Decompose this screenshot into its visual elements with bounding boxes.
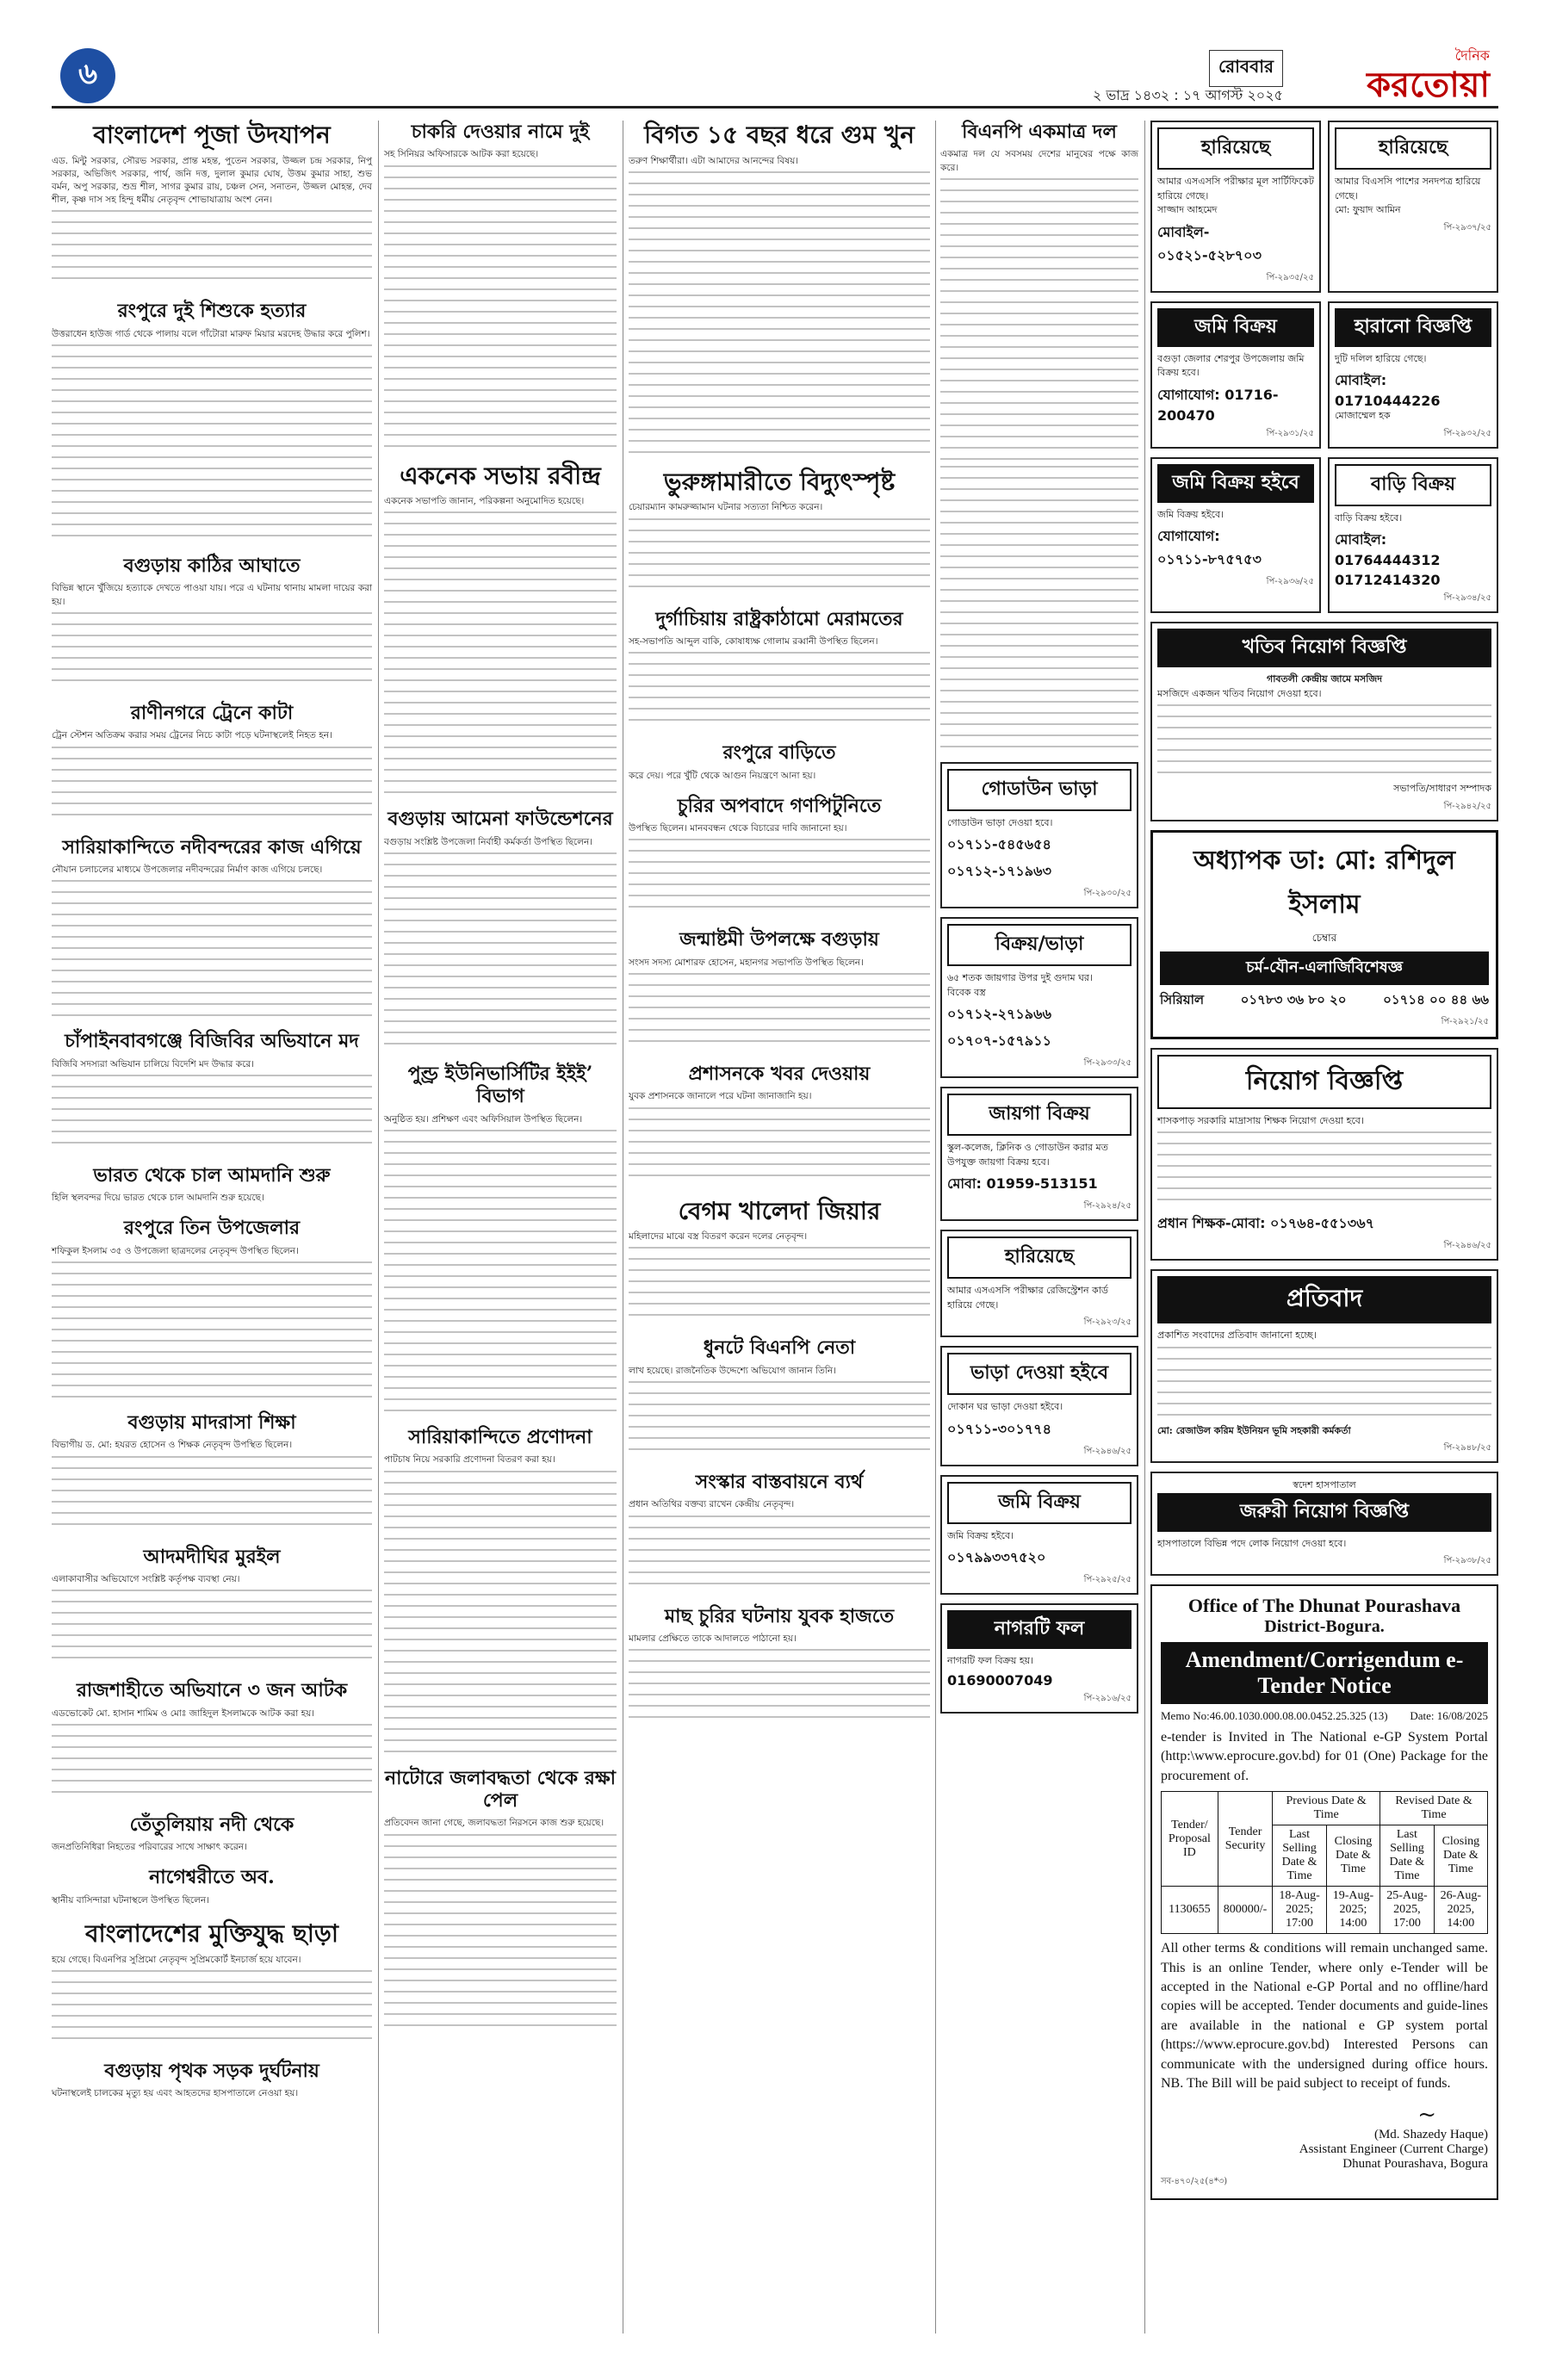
- article-headline: সংস্কার বাস্তবায়নে ব্যর্থ: [695, 1471, 864, 1494]
- article-body: সংসদ সদস্য মোশারফ হোসেন, মহানগর সভাপতি উপস্থিত ছিলেন।: [629, 957, 864, 968]
- article-body: জনপ্রতিনিধিরা নিহতের পরিবারের সাথে সাক্ষাৎ করেন।: [52, 1842, 247, 1853]
- ad-ref: পি-২৯৪২/২৫: [1443, 801, 1491, 811]
- article: [52, 1919, 372, 2048]
- article-headline: বিএনপি একমাত্র দল: [962, 121, 1117, 143]
- article-headline: চুরির অপবাদে গণপিটুনিতে: [677, 794, 882, 817]
- article-text: [52, 1590, 372, 1667]
- article-body: উত্তরাধেন হাউজ গার্ড থেকে পালায় বলে গাঁটোরা মারুফ মিয়ার মরদেহ উদ্ধার করে পুলিশ।: [52, 328, 370, 339]
- logo-small: দৈনিক: [1454, 47, 1490, 64]
- article: [629, 1197, 930, 1325]
- ad-text: আমার এসএসসি পরীক্ষার রেজিস্ট্রেশন কার্ড হারিয়ে গেছে।: [947, 1285, 1108, 1311]
- article-text: [629, 1515, 930, 1593]
- article: [52, 1813, 372, 1855]
- article-text: [629, 652, 930, 729]
- article-text: [629, 171, 930, 456]
- table-cell: 19-Aug-2025; 14:00: [1326, 1887, 1380, 1934]
- article-headline: বিগত ১৫ বছর ধরে গুম খুন: [644, 121, 914, 149]
- article-headline: বাংলাদেশ পূজা উদযাপন: [93, 121, 331, 149]
- ad-ref: পি-২৯৪৬/২৫: [1083, 1446, 1132, 1456]
- table-cell: 800000/-: [1218, 1887, 1272, 1934]
- table-header-row: [1162, 1792, 1488, 1825]
- ad-ref: পি-২৯৪৬/২৫: [1443, 1241, 1491, 1250]
- article-text: [52, 612, 372, 690]
- ad-name: সাজ্জাদ আহমেদ: [1157, 204, 1218, 215]
- ad-text: আমার বিএসসি পাশের সনদপত্র হারিয়ে গেছে।: [1335, 176, 1481, 201]
- article-body: লাখ হয়েছে। রাজনৈতিক উদ্দেশ্যে অভিযোগ জানান তিনি।: [629, 1365, 836, 1376]
- article: [52, 1866, 372, 1907]
- ad-phone: ০১৭১২-২৭১৯৬৬: [947, 1006, 1051, 1023]
- article-headline: চাঁপাইনবাবগঞ্জে বিজিবির অভিযানে মদ: [65, 1030, 359, 1053]
- ad-title: জায়গা বিক্রয়: [947, 1094, 1132, 1136]
- ad-phone: যোগাযোগ: ০১৭১১-৮৭৫৭৫৩: [1157, 528, 1262, 567]
- ad-phone: যোগাযোগ: 01716-200470: [1157, 386, 1279, 424]
- article-headline: পুণ্ড্র ইউনিভার্সিটির ইইই’ বিভাগ: [407, 1063, 593, 1108]
- article: [629, 1063, 930, 1185]
- article-body: হয়ে গেছে। বিএনপির সুপ্রিমো নেতৃবৃন্দ সুপ্রিমকোর্ট ইনচার্জ হয়ে যাবেন।: [52, 1954, 301, 1965]
- ad-name: মোজাম্মেল হক: [1335, 410, 1391, 421]
- newspaper-logo: [1300, 45, 1490, 105]
- ad-title: হারিয়েছে: [1157, 127, 1314, 170]
- date-label: ২ ভাদ্র ১৪৩২ : ১৭ আগস্ট ২০২৫: [1092, 87, 1283, 103]
- ad-phone: ০১৭০৭-১৫৭৯১১: [947, 1032, 1051, 1050]
- article-headline: একনেক সভায় রবীন্দ্র: [400, 461, 601, 490]
- article-body: হিলি স্থলবন্দর দিয়ে ভারত থেকে চাল আমদানি শুরু হয়েছে।: [52, 1193, 264, 1204]
- article-body: বিভিন্ন স্থানে খুঁজিয়ে হত্যাকে দেখতে পাওয়া যায়। পরে এ ঘটনায় থানায় মামলা দায়ের করা হয়।: [52, 583, 372, 607]
- article-text: [384, 1471, 617, 1755]
- ad-title: জরুরী নিয়োগ বিজ্ঞপ্তি: [1157, 1493, 1491, 1532]
- article: [52, 1164, 372, 1205]
- table-subheader: Closing Date & Time: [1434, 1825, 1487, 1887]
- protest-ad: [1150, 1269, 1498, 1463]
- article-body: এডভোকেট মো. হাসান শামিম ও মোঃ জাহিদুল ইসলামকে আটক করা হয়।: [52, 1708, 315, 1719]
- article-text: [629, 518, 930, 596]
- ad-signer: মো: রেজাউল করিম ইউনিয়ন ভূমি সহকারী কর্মকর্তা: [1157, 1424, 1351, 1436]
- article-body: উপস্থিত ছিলেন। মানববন্ধন থেকে বিচারের দাবি জানানো হয়।: [629, 823, 847, 834]
- land-sale-ad: [940, 1475, 1138, 1596]
- tender-memo: Memo No:46.00.1030.000.08.00.0452.25.325 (13): [1161, 1709, 1388, 1722]
- ad-org: স্বদেশ হাসপাতাল: [1293, 1479, 1356, 1491]
- signature-block: [1161, 2102, 1488, 2172]
- column-5: [1150, 121, 1498, 2200]
- land-sale-ad: [1150, 457, 1321, 614]
- article-text: [940, 178, 1138, 462]
- table-subheader: Last Selling Date & Time: [1273, 1825, 1327, 1887]
- ad-title: বিক্রয়/ভাড়া: [947, 924, 1132, 966]
- article-headline: রংপুরে দুই শিশুকে হত্যার: [117, 300, 307, 323]
- article-headline: নাটোরে জলাবদ্ধতা থেকে রক্ষা পেল: [384, 1766, 617, 1813]
- ad-ref: পি-২৯৩৪/২৫: [1443, 593, 1491, 603]
- table-header: Previous Date & Time: [1273, 1792, 1380, 1825]
- article: [52, 1679, 372, 1801]
- ad-ref: পি-২৯৪৮/২৫: [1443, 1443, 1491, 1453]
- article-body: করে দেয়। পরে খুঁটি থেকে আগুন নিয়ন্ত্রণে আনা হয়।: [629, 770, 816, 781]
- article-headline: রাণীনগরে ট্রেনে কাটা: [130, 701, 294, 724]
- article-body: মামলার প্রেক্ষিতে তাকে আদালতে পাঠানো হয়।: [629, 1633, 797, 1645]
- lost-ad: [1328, 121, 1498, 293]
- column-3: [629, 121, 930, 1739]
- article-text: [52, 1261, 372, 1399]
- article-text: [384, 1130, 617, 1414]
- article-text: [629, 1649, 930, 1726]
- article-text: [384, 852, 617, 1051]
- article-body: পাটচাষ নিয়ে সরকারি প্রণোদনা বিতরণ করা হয়।: [384, 1454, 555, 1466]
- article-headline: প্রশাসনকে খবর দেওয়ায়: [688, 1063, 871, 1086]
- article: [629, 928, 930, 1051]
- article-body: চেয়ারম্যান কামরুজ্জামান ঘটনার সত্যতা নিশ্চিত করেন।: [629, 502, 823, 513]
- article: [384, 808, 617, 1051]
- article-text: [384, 511, 617, 796]
- serial-phone: ০১৭১৪ ০০ ৪৪ ৬৬: [1383, 991, 1489, 1007]
- column-divider: [378, 121, 379, 2334]
- article-headline: বগুড়ায় মাদরাসা শিক্ষা: [127, 1410, 296, 1434]
- article-body: যুবক প্রশাসনকে জানালে পরে ঘটনা জানাজানি হয়।: [629, 1091, 812, 1102]
- column-divider: [1144, 121, 1145, 2334]
- signer-name: (Md. Shazedy Haque): [1373, 2128, 1488, 2142]
- article-headline: জন্মাষ্টমী উপলক্ষে বগুড়ায়: [679, 928, 879, 951]
- article-text: [52, 1724, 372, 1801]
- article-body: এড. মিন্টু সরকার, সৌরভ সরকার, প্রান্ত মহন্ত, পুতেন সরকার, উজ্জল চন্দ্র সরকার, নিপু সরকার, অভিজিৎ সরকার, পার্থ, জনি দত্ত, দুলাল কুমার ঘোষ, উত্তম কুমার সাহা, শুভ বর্মন, অপু সরকার, শুভ্র শীল, সাগর কুমার রায়, চঞ্চল সেন, সনাতন, উজ্জল মোহন্ত, দেব শীল, কৃষ্ণ দাস সহ হিন্দু ধর্মীয় নেতৃবৃন্দ শোভাযাত্রায় অংশ নেন।: [52, 155, 372, 206]
- ad-row: [1150, 121, 1498, 301]
- lost-ad: [1150, 121, 1321, 293]
- article-headline: আদমদীঘির মুরইল: [143, 1545, 281, 1568]
- article: [629, 608, 930, 730]
- article: [629, 468, 930, 596]
- ad-ref: পি-২৯২৩/২৫: [1083, 1317, 1132, 1328]
- ad-phone: ০১৭৯৯৩৩৭৫২০: [947, 1549, 1046, 1566]
- article-text: [629, 973, 930, 1051]
- ad-text: প্রকাশিত সংবাদের প্রতিবাদ জানানো হচ্ছে।: [1157, 1329, 1317, 1341]
- column-4: [940, 121, 1138, 1722]
- doctor-serial-row: [1160, 990, 1489, 1012]
- article: [52, 300, 372, 542]
- ad-phone: 01712414320: [1335, 572, 1441, 588]
- article: [384, 121, 617, 449]
- article-body: প্রধান অতিথির বক্তব্য রাখেন কেন্দ্রীয় নেতৃবৃন্দ।: [629, 1499, 795, 1510]
- article-body: বিজিবি সদস্যরা অভিযান চালিয়ে বিদেশি মদ উদ্ধার করে।: [52, 1058, 254, 1069]
- warehouse-rent-ad: [940, 762, 1138, 909]
- article-text: [52, 1075, 372, 1152]
- article-headline: বাংলাদেশের মুক্তিযুদ্ধ ছাড়া: [84, 1919, 339, 1948]
- ad-text: বগুড়া জেলার শেরপুর উপজেলায় জমি বিক্রয় হবে।: [1157, 352, 1305, 378]
- article-text: [52, 210, 372, 288]
- article-text: [940, 466, 1138, 750]
- article-body: প্রতিবেদন জানা গেছে, জলাবদ্ধতা নিরসনে কাজ শুরু হয়েছে।: [384, 1818, 604, 1829]
- table-cell: 26-Aug-2025, 14:00: [1434, 1887, 1487, 1934]
- serial-label: সিরিয়াল: [1160, 991, 1205, 1007]
- article: [52, 1217, 372, 1399]
- ad-text: শাসকপাড় সরকারি মাদ্রাসায় শিক্ষক নিয়োগ দেওয়া হবে।: [1157, 1114, 1364, 1126]
- ad-ref: পি-২৯১৬/২৫: [1083, 1693, 1132, 1703]
- column-divider: [935, 121, 936, 2334]
- article-headline: চাকরি দেওয়ার নামে দুই: [411, 121, 590, 143]
- signer-office: Dhunat Pourashava, Bogura: [1342, 2157, 1488, 2172]
- ad-name: বিবেক বস্ত্র: [947, 986, 986, 998]
- ad-ref: পি-২৯৩৩/২৫: [1083, 1058, 1132, 1069]
- article-body: অনুষ্ঠিত হয়। প্রশিক্ষণ এবং অফিসিয়াল উপস্থিত ছিলেন।: [384, 1113, 583, 1125]
- masthead: [52, 41, 1498, 108]
- tender-title: Amendment/Corrigendum e-Tender Notice: [1161, 1642, 1488, 1704]
- tender-footer: All other terms & conditions will remain unchanged same. This is an online Tender, where only e-Tender will be accepted in the National e-GP Portal and no offline/hard copies will be accepted. Tender documents and guide-lines are available in the national e GP system portal (https://www.eprocure.gov.bd) Interested Persons can communicate with the undersigned during office hours. NB. The Bill will be paid subject to receipt of funds.: [1161, 1941, 1488, 2091]
- article: [384, 1767, 617, 2032]
- article-body: ঘটনাস্থলেই চালকের মৃত্যু হয় এবং আহতদের হাসপাতালে নেওয়া হয়।: [52, 2088, 299, 2099]
- article-text: [629, 839, 930, 916]
- article: [52, 702, 372, 824]
- ad-phone: মোবাইল- ০১৫২১-৫২৮৭০৩: [1157, 223, 1262, 263]
- table-row: [1162, 1887, 1488, 1934]
- ad-ref: পি-২৯৩৭/২৫: [1443, 222, 1491, 232]
- article-text: [629, 1247, 930, 1324]
- ad-title: প্রতিবাদ: [1157, 1276, 1491, 1323]
- article: [629, 121, 930, 456]
- doctor-name: অধ্যাপক ডা: মো: রশিদুল ইসলাম: [1193, 845, 1456, 920]
- ad-title: জমি বিক্রয় হইবে: [1157, 464, 1314, 503]
- article-headline: ভারত থেকে চাল আমদানি শুরু: [93, 1163, 331, 1187]
- sale-rent-ad: [940, 917, 1138, 1078]
- article: [629, 795, 930, 917]
- tender-intro: e-tender is Invited in The National e-GP System Portal (http:\www.eprocure.gov.bd) for 01 (One) Package for the procurement of.: [1161, 1730, 1488, 1783]
- ad-phone: মোবাইল: 01710444226: [1335, 372, 1441, 409]
- tender-district: District-Bogura.: [1264, 1617, 1385, 1636]
- ad-text: জমি বিক্রয় হইবে।: [1157, 508, 1224, 520]
- ad-text: স্কুল-কলেজ, ক্লিনিক ও গোডাউন করার মত উপযুক্ত জায়গা বিক্রয় হবে।: [947, 1142, 1108, 1168]
- article-body: সহ সিনিয়র অফিসারকে আটক করা হয়েছে।: [384, 149, 539, 160]
- urgent-recruitment-ad: [1150, 1472, 1498, 1576]
- article-text: [52, 880, 372, 1018]
- ad-phone: মোবা: 01959-513151: [947, 1175, 1098, 1193]
- table-subheader: Last Selling Date & Time: [1380, 1825, 1435, 1887]
- article: [384, 462, 617, 796]
- ad-text: গোডাউন ভাড়া দেওয়া হবে।: [947, 816, 1053, 828]
- ad-signer: সভাপতি/সাধারণ সম্পাদক: [1393, 783, 1491, 794]
- table-cell: 18-Aug-2025; 17:00: [1273, 1887, 1327, 1934]
- land-sale-ad: [1150, 301, 1321, 449]
- lost-ad: [940, 1230, 1138, 1337]
- ad-text: মসজিদে একজন খতিব নিয়োগ দেওয়া হবে।: [1157, 687, 1322, 699]
- tender-meta: [1161, 1709, 1488, 1723]
- ad-ref: পি-২৯৩৬/২৫: [1266, 577, 1314, 586]
- nagorti-ad: [940, 1603, 1138, 1714]
- article: [52, 1030, 372, 1152]
- ad-title: বাড়ি বিক্রয়: [1335, 464, 1491, 506]
- article-body: বিভাগীয় ড. মো: হযরত হোসেন ও শিক্ষক নেতৃবৃন্দ উপস্থিত ছিলেন।: [52, 1440, 293, 1451]
- article-headline: বগুড়ায় আমেনা ফাউন্ডেশনের: [388, 808, 613, 831]
- ad-title: নিয়োগ বিজ্ঞপ্তি: [1157, 1055, 1491, 1109]
- article: [629, 1605, 930, 1727]
- article: [384, 1426, 617, 1755]
- ad-text: দুটি দলিল হারিয়ে গেছে।: [1335, 352, 1427, 364]
- ad-ref: পি-২৯২৫/২৫: [1083, 1575, 1132, 1585]
- article: [629, 1471, 930, 1593]
- article: [52, 121, 372, 288]
- ad-title: গোডাউন ভাড়া: [947, 769, 1132, 811]
- ad-title: হারিয়েছে: [1335, 127, 1491, 170]
- article-body: একনেক সভাপতি জানান, পরিকল্পনা অনুমোদিত হয়েছে।: [384, 496, 585, 507]
- table-header: Revised Date & Time: [1380, 1792, 1488, 1825]
- logo-big: করতোয়া: [1367, 65, 1490, 105]
- rent-ad: [940, 1346, 1138, 1466]
- column-2: [384, 121, 617, 2044]
- ad-body: [1157, 1347, 1491, 1424]
- article-headline: রাজশাহীতে অভিযানে ৩ জন আটক: [76, 1679, 348, 1702]
- article-body: এলাকাবাসীর অভিযোগে সংশ্লিষ্ট কর্তৃপক্ষ ব্যবস্থা নেয়।: [52, 1573, 240, 1584]
- doctor-ad: [1150, 830, 1498, 1039]
- article-headline: রংপুরে তিন উপজেলার: [123, 1217, 301, 1240]
- article-body: সহ-সভাপতি আব্দুল বাকি, কোষাধ্যক্ষ গোলাম রব্বানী উপস্থিত ছিলেন।: [629, 636, 878, 648]
- column-1: [52, 121, 372, 2112]
- table-header: Tender/ Proposal ID: [1162, 1792, 1218, 1887]
- ad-body: [1157, 704, 1491, 782]
- article-headline: নাগেশ্বরীতে অব.: [149, 1866, 275, 1889]
- serial-phone: ০১৭৮৩ ৩৬ ৮০ ২০: [1240, 991, 1347, 1007]
- ad-ref: পি-২৯৩০/২৫: [1083, 889, 1132, 899]
- article-text: [629, 1381, 930, 1459]
- signer-title: Assistant Engineer (Current Charge): [1299, 2142, 1488, 2157]
- article: [52, 1546, 372, 1668]
- ad-text: বাড়ি বিক্রয় হইবে।: [1335, 511, 1403, 524]
- ad-phone: ০১৭১২-১৭১৯৬৩: [947, 863, 1051, 880]
- article-body: একমাত্র দল যে সবসময় দেশের মানুষের পক্ষে কাজ করে।: [940, 149, 1138, 173]
- article-body: শফিকুল ইসলাম ৩৫ ও উপজেলা ছাত্রদলের নেতৃবৃন্দ উপস্থিত ছিলেন।: [52, 1245, 299, 1256]
- article-text: [384, 1834, 617, 2032]
- ad-ref: পি-২৯৩৮/২৫: [1443, 1556, 1491, 1565]
- ad-title: নাগরটি ফল: [947, 1610, 1132, 1649]
- ad-phone: মোবাইল: 01764444312: [1335, 531, 1441, 568]
- article-headline: ভুরুঙ্গামারীতে বিদ্যুৎস্পৃষ্ট: [663, 467, 896, 496]
- article-text: [629, 1107, 930, 1185]
- ad-body: [1157, 1131, 1491, 1209]
- article: [629, 741, 930, 783]
- table-header: Tender Security: [1218, 1792, 1272, 1887]
- table-cell: 25-Aug-2025, 17:00: [1380, 1887, 1435, 1934]
- ad-ref: পি-২৯৩৫/২৫: [1266, 272, 1314, 282]
- article-headline: বগুড়ায় কাঠির আঘাতে: [123, 555, 301, 578]
- article-headline: সারিয়াকান্দিতে নদীবন্দরের কাজ এগিয়ে: [62, 835, 362, 858]
- article-headline: ধুনটে বিএনপি নেতা: [703, 1336, 856, 1360]
- article-body: বগুড়ায় সংশ্লিষ্ট উপজেলা নির্বাহী কর্মকর্তা উপস্থিত ছিলেন।: [384, 836, 592, 847]
- article-headline: মাছ চুরির ঘটনায় যুবক হাজতে: [664, 1604, 895, 1627]
- article-text: [384, 165, 617, 449]
- ad-text: আমার এসএসসি পরীক্ষার মূল সার্টিফিকেট হারিয়ে গেছে।: [1157, 176, 1314, 201]
- article: [52, 2060, 372, 2101]
- doctor-specialty: চর্ম-যৌন-এলার্জিবিশেষজ্ঞ: [1160, 951, 1489, 985]
- ad-text: হাসপাতালে বিভিন্ন পদে লোক নিয়োগ দেওয়া হবে।: [1157, 1537, 1347, 1549]
- ad-ref: সব-৪৭০/২৫(৪*৩): [1161, 2177, 1228, 2187]
- tender-date: Date: 16/08/2025: [1410, 1709, 1488, 1722]
- article-body: স্থানীয় বাসিন্দারা ঘটনাস্থলে উপস্থিত ছিলেন।: [52, 1894, 210, 1906]
- ad-title: জমি বিক্রয়: [1157, 308, 1314, 347]
- ad-text: দোকান ঘর ভাড়া দেওয়া হইবে।: [947, 1401, 1063, 1413]
- ad-ref: পি-২৯২৪/২৫: [1083, 1201, 1132, 1212]
- article-text: [52, 1970, 372, 2048]
- page-number: ৬: [60, 48, 115, 103]
- article-headline: তেঁতুলিয়ায় নদী থেকে: [129, 1813, 294, 1836]
- article-headline: বগুড়ায় পৃথক সড়ক দুর্ঘটনায়: [104, 2059, 319, 2082]
- table-cell: 1130655: [1162, 1887, 1218, 1934]
- ad-title: খতিব নিয়োগ বিজ্ঞপ্তি: [1157, 629, 1491, 667]
- recruitment-ad: [1150, 1048, 1498, 1261]
- article-text: [52, 1456, 372, 1534]
- ad-phone: প্রধান শিক্ষক-মোবা: ০১৭৬৪-৫৫১৩৬৭: [1157, 1215, 1375, 1231]
- ad-ref: পি-২৯৩১/২৫: [1266, 428, 1314, 438]
- tender-office: Office of The Dhunat Pourashava: [1187, 1595, 1461, 1616]
- article-text: [52, 344, 372, 542]
- article-text: [52, 747, 372, 824]
- ad-title: জমি বিক্রয়: [947, 1482, 1132, 1524]
- article-body: ট্রেন স্টেশন অতিক্রম করার সময় ট্রেনের নিচে কাটা পড়ে ঘটনাস্থলেই নিহত হন।: [52, 730, 332, 741]
- table-subheader: Closing Date & Time: [1326, 1825, 1380, 1887]
- article-headline: সারিয়াকান্দিতে প্রণোদনা: [408, 1426, 592, 1449]
- khatib-ad: [1150, 622, 1498, 821]
- ad-ref: পি-২৯৩২/২৫: [1443, 428, 1491, 438]
- article-headline: দুর্গাচিয়ায় রাষ্ট্রকাঠামো মেরামতের: [655, 607, 903, 630]
- house-sale-ad: [1328, 457, 1498, 614]
- article-body: নৌযান চলাচলের মাধ্যমে উপজেলার নদীবন্দরের নির্মাণ কাজ এগিয়ে চলছে।: [52, 864, 323, 875]
- ad-text: জমি বিক্রয় হইবে।: [947, 1529, 1014, 1541]
- ad-subtitle: গাবতলী কেন্দ্রীয় জামে মসজিদ: [1267, 673, 1382, 685]
- signature-mark: ~: [1417, 2102, 1436, 2129]
- ad-title: হারিয়েছে: [947, 1236, 1132, 1279]
- article: [52, 836, 372, 1019]
- article: [940, 121, 1138, 750]
- ad-text: ৬৫ শতক জায়গার উপর দুই গুদাম ঘর।: [947, 972, 1093, 984]
- ad-phone: ০১৭১১-৫৪৫৬৫৪: [947, 836, 1051, 853]
- article: [52, 1411, 372, 1534]
- ad-row: [1150, 457, 1498, 623]
- article-body: মহিলাদের মাঝে বস্ত্র বিতরণ করেন দলের নেতৃবৃন্দ।: [629, 1231, 808, 1243]
- plot-sale-ad: [940, 1087, 1138, 1221]
- article-headline: রংপুরে বাড়িতে: [722, 741, 836, 765]
- article: [52, 555, 372, 690]
- ad-name: মো: ফুয়াদ আমিন: [1335, 204, 1401, 215]
- article: [384, 1063, 617, 1414]
- doctor-chamber: চেম্বার: [1311, 931, 1337, 944]
- ad-row: [1150, 301, 1498, 457]
- article-headline: বেগম খালেদা জিয়ার: [678, 1196, 881, 1225]
- ad-title: হারানো বিজ্ঞপ্তি: [1335, 308, 1491, 347]
- lost-notice-ad: [1328, 301, 1498, 449]
- ad-text: নাগরটি ফল বিক্রয় হয়।: [947, 1655, 1034, 1667]
- tender-notice: [1150, 1584, 1498, 2200]
- tender-table: [1161, 1791, 1488, 1934]
- article: [629, 1336, 930, 1459]
- article-body: তরুণ শিক্ষার্থীরা। এটা আমাদের আনন্দের বিষয়।: [629, 155, 799, 166]
- ad-title: ভাড়া দেওয়া হইবে: [947, 1353, 1132, 1395]
- ad-phone: 01690007049: [947, 1671, 1053, 1689]
- day-label: রোববার: [1209, 50, 1283, 87]
- ad-ref: পি-২৯২১/২৫: [1441, 1016, 1489, 1026]
- ad-phone: ০১৭১১-৩০১৭৭৪: [947, 1420, 1051, 1437]
